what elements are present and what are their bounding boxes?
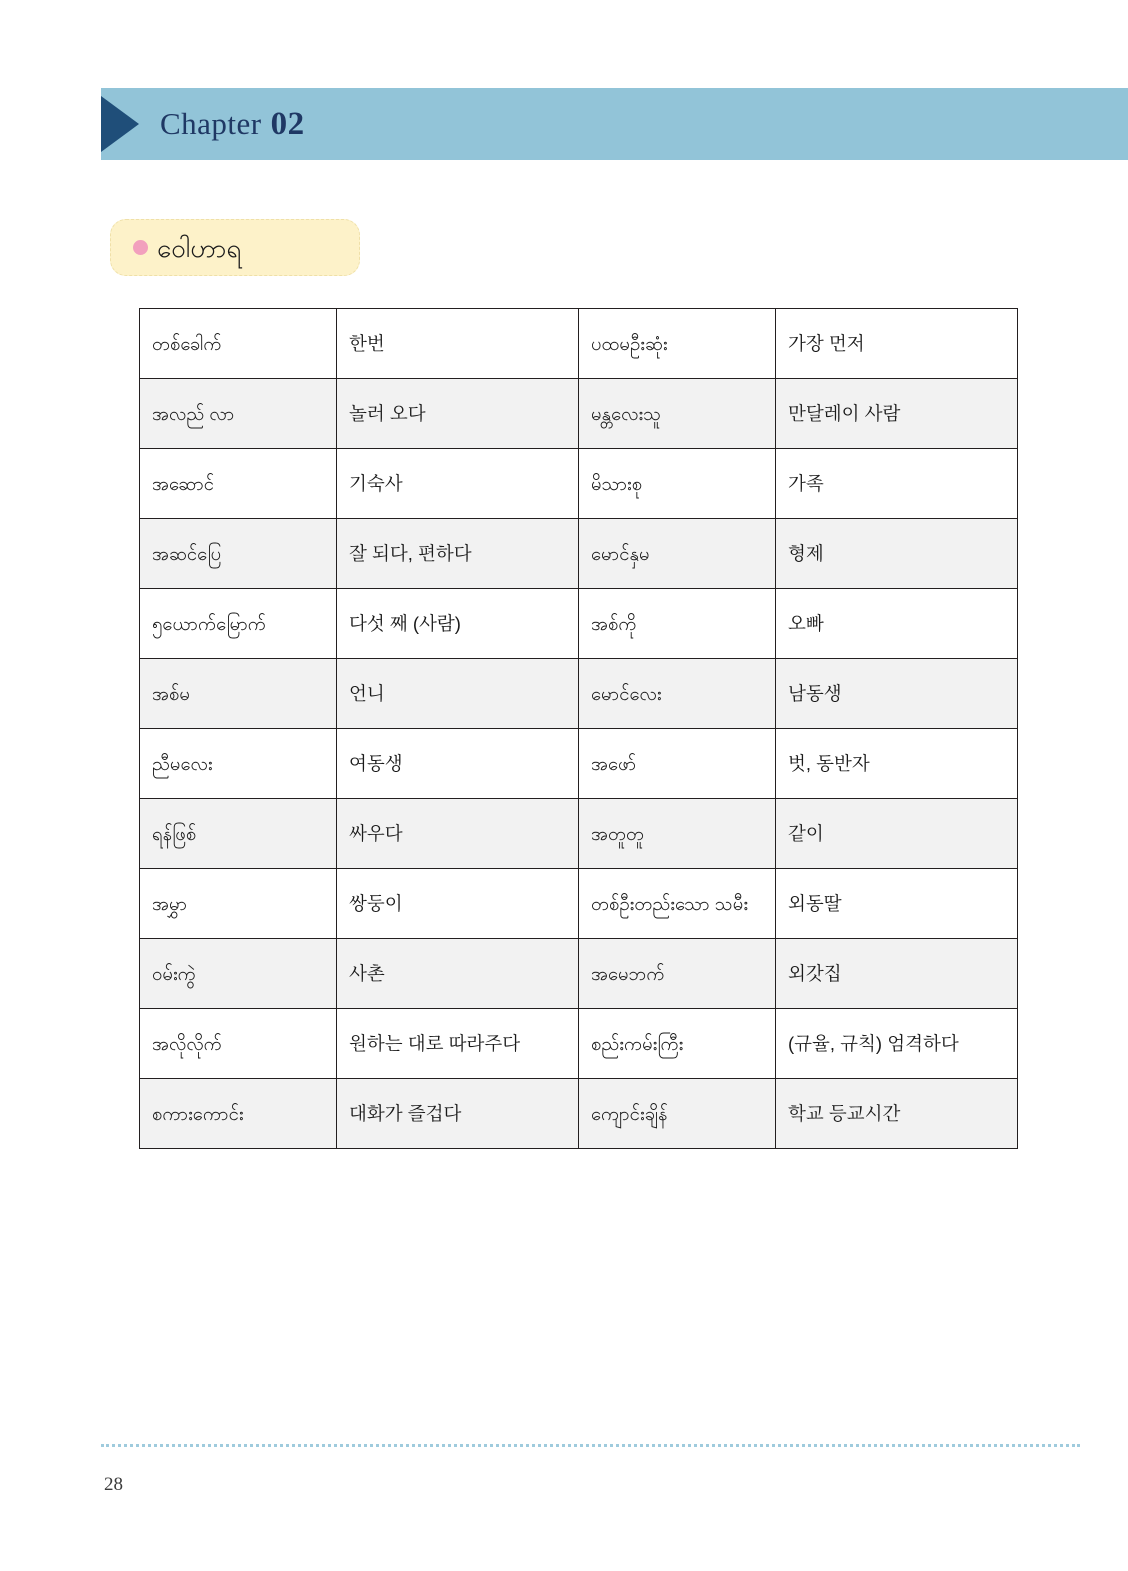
cell-myanmar-term: တစ်ဦးတည်းသော သမီး [579,869,776,939]
section-heading-label: ဝေါဟာရ [157,232,242,263]
table-row [140,379,1018,449]
table-row [140,1079,1018,1149]
cell-korean-term: 가장 먼저 [776,309,1018,379]
cell-korean-term: 기숙사 [337,449,579,519]
cell-korean-term: 외갓집 [776,939,1018,1009]
cell-myanmar-term: အမေဘက် [579,939,776,1009]
cell-korean-term: 잘 되다, 편하다 [337,519,579,589]
cell-korean-term: 놀러 오다 [337,379,579,449]
cell-korean-term: 오빠 [776,589,1018,659]
cell-myanmar-term: အဆောင် [140,449,337,519]
cell-korean-term: 만달레이 사람 [776,379,1018,449]
cell-myanmar-term: အစ်ကို [579,589,776,659]
bullet-dot-icon [133,240,148,255]
cell-myanmar-term: စကားကောင်း [140,1079,337,1149]
cell-myanmar-term: စည်းကမ်းကြီး [579,1009,776,1079]
cell-myanmar-term: မန္တလေးသူ [579,379,776,449]
table-row [140,799,1018,869]
table-row [140,519,1018,589]
table-row [140,589,1018,659]
cell-myanmar-term: ဝမ်းကွဲ [140,939,337,1009]
cell-korean-term: 쌍둥이 [337,869,579,939]
cell-myanmar-term: ညီမလေး [140,729,337,799]
cell-myanmar-term: အမွှာ [140,869,337,939]
cell-korean-term: 가족 [776,449,1018,519]
cell-myanmar-term: ကျောင်းချိန် [579,1079,776,1149]
table-row [140,309,1018,379]
cell-myanmar-term: အဆင်ပြေ [140,519,337,589]
chapter-header-band [101,88,1128,160]
cell-korean-term: 남동생 [776,659,1018,729]
cell-myanmar-term: ၅ယောက်မြောက် [140,589,337,659]
cell-myanmar-term: ရန်ဖြစ် [140,799,337,869]
cell-korean-term: 한번 [337,309,579,379]
cell-myanmar-term: မောင်နှမ [579,519,776,589]
section-heading-vocabulary [110,219,360,276]
chapter-number: 02 [270,105,305,142]
table-row [140,1009,1018,1079]
page-number: 28 [104,1474,123,1495]
chapter-arrow-icon [101,96,139,152]
cell-myanmar-term: အတူတူ [579,799,776,869]
cell-korean-term: 학교 등교시간 [776,1079,1018,1149]
cell-myanmar-term: မိသားစု [579,449,776,519]
table-row [140,869,1018,939]
cell-myanmar-term: အဖော် [579,729,776,799]
cell-myanmar-term: အလိုလိုက် [140,1009,337,1079]
cell-myanmar-term: တစ်ခေါက် [140,309,337,379]
cell-korean-term: 같이 [776,799,1018,869]
vocabulary-table [139,308,1018,1149]
cell-korean-term: 원하는 대로 따라주다 [337,1009,579,1079]
cell-myanmar-term: ပထမဦးဆုံး [579,309,776,379]
chapter-label: Chapter [160,105,262,141]
chapter-title [160,106,305,143]
cell-myanmar-term: အလည် လာ [140,379,337,449]
cell-korean-term: 외동딸 [776,869,1018,939]
cell-korean-term: 대화가 즐겁다 [337,1079,579,1149]
table-row [140,659,1018,729]
cell-korean-term: 싸우다 [337,799,579,869]
cell-myanmar-term: အစ်မ [140,659,337,729]
table-row [140,939,1018,1009]
cell-korean-term: 언니 [337,659,579,729]
cell-korean-term: 벗, 동반자 [776,729,1018,799]
table-row [140,449,1018,519]
cell-korean-term: 여동생 [337,729,579,799]
footer-divider [101,1444,1080,1447]
cell-myanmar-term: မောင်လေး [579,659,776,729]
cell-korean-term: (규율, 규칙) 엄격하다 [776,1009,1018,1079]
table-row [140,729,1018,799]
cell-korean-term: 다섯 째 (사람) [337,589,579,659]
cell-korean-term: 형제 [776,519,1018,589]
cell-korean-term: 사촌 [337,939,579,1009]
